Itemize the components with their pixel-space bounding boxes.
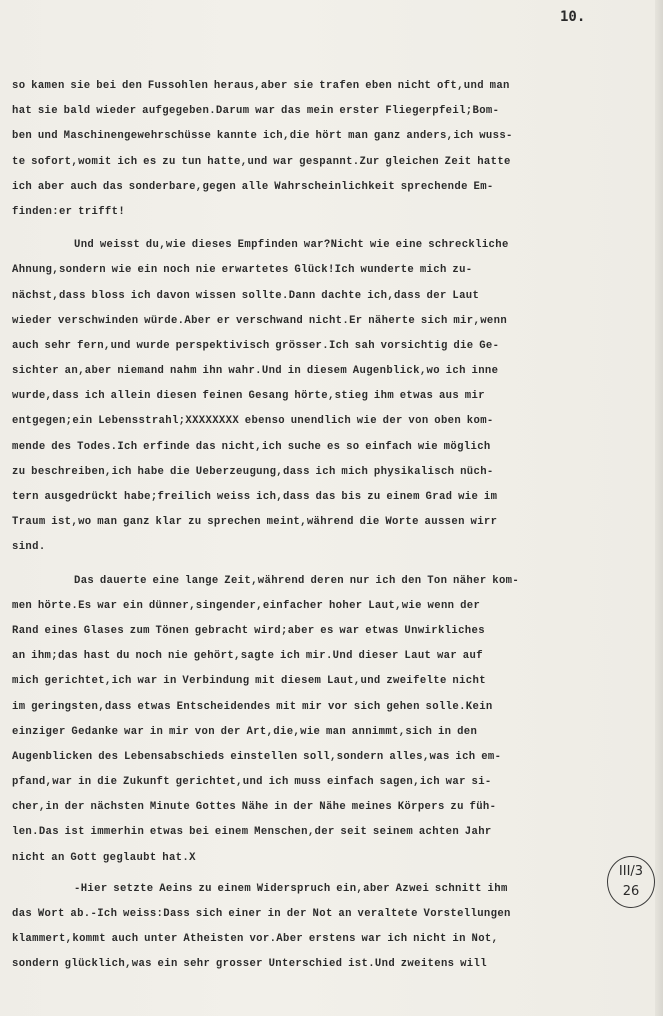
text-line: so kamen sie bei den Fussohlen heraus,aber sie trafen eben nicht oft,und man: [12, 80, 510, 92]
text-line: Rand eines Glases zum Tönen gebracht wird;aber es war etwas Unwirkliches: [12, 624, 485, 637]
stamp-line-1: III/3: [618, 864, 644, 879]
text-line: hat sie bald wieder aufgegeben.Darum war das mein erster Fliegerpfeil;Bom-: [12, 105, 500, 118]
text-line: klammert,kommt auch unter Atheisten vor.Aber erstens war ich nicht in Not,: [12, 933, 499, 946]
text-line: ich aber auch das sonderbare,gegen alle Wahrscheinlichkeit sprechende Em-: [12, 180, 494, 193]
text-line: wurde,dass ich allein diesen feinen Gesang hörte,stieg ihm etwas aus mir: [12, 390, 485, 403]
text-line: sondern glücklich,was ein sehr grosser Unterschied ist.Und zweitens will: [12, 958, 487, 971]
text-line: men hörte.Es war ein dünner,singender,einfacher hoher Laut,wie wenn der: [12, 599, 481, 612]
archive-stamp: [607, 856, 655, 908]
text-line: ben und Maschinengewehrschüsse kannte ich,die hört man ganz anders,ich wuss-: [12, 130, 513, 143]
paragraph-start-line: Das dauerte eine lange Zeit,während deren nur ich den Ton näher kom-: [74, 574, 520, 587]
text-line: auch sehr fern,und wurde perspektivisch grösser.Ich sah vorsichtig die Ge-: [12, 339, 500, 352]
paragraph-start-line: -Hier setzte Aeins zu einem Widerspruch ein,aber Azwei schnitt ihm: [74, 882, 508, 895]
text-line: nicht an Gott geglaubt hat.X: [12, 851, 196, 864]
paragraph-gap: [12, 561, 652, 569]
text-line: Ahnung,sondern wie ein noch nie erwartetes Glück!Ich wunderte mich zu-: [12, 264, 473, 277]
text-line: te sofort,womit ich es zu tun hatte,und war gespannt.Zur gleichen Zeit hatte: [12, 155, 511, 168]
text-line: nächst,dass bloss ich davon wissen sollte.Dann dachte ich,dass der Laut: [12, 289, 480, 302]
text-line: das Wort ab.-Ich weiss:Dass sich einer in der Not an veraltete Vorstellungen: [12, 908, 511, 920]
paragraph-start-line: Und weisst du,wie dieses Empfinden war?Nicht wie eine schreckliche: [74, 239, 509, 252]
text-line: sind.: [12, 541, 46, 554]
text-line: im geringsten,dass etwas Entscheidendes mit mir vor sich gehen solle.Kein: [12, 700, 493, 713]
text-line: cher,in der nächsten Minute Gottes Nähe in der Nähe meines Körpers zu füh-: [12, 801, 497, 814]
text-line: len.Das ist immerhin etwas bei einem Menschen,der seit seinem achten Jahr: [12, 826, 492, 839]
text-line: mende des Todes.Ich erfinde das nicht,ich suche es so einfach wie möglich: [12, 440, 491, 453]
text-line: einziger Gedanke war in mir von der Art,die,wie man annimmt,sich in den: [12, 725, 478, 738]
text-line: sichter an,aber niemand nahm ihn wahr.Und in diesem Augenblick,wo ich inne: [12, 365, 499, 378]
text-line: tern ausgedrückt habe;freilich weiss ich,dass das bis zu einem Grad wie im: [12, 491, 498, 503]
paragraph-gap: [12, 225, 652, 233]
text-line: zu beschreiben,ich habe die Ueberzeugung,dass ich mich physikalisch nüch-: [12, 465, 494, 478]
text-line: finden:er trifft!: [12, 205, 126, 218]
text-line: an ihm;das hast du noch nie gehört,sagte ich mir.Und dieser Laut war auf: [12, 650, 483, 663]
text-line: mich gerichtet,ich war in Verbindung mit diesem Laut,und zweifelte nicht: [12, 675, 486, 688]
text-line: entgegen;ein Lebensstrahl;XXXXXXXX ebenso unendlich wie der von oben kom-: [12, 415, 494, 428]
text-line: Augenblicken des Lebensabschieds einstellen soll,sondern alles,was ich em-: [12, 750, 502, 763]
page-edge-shadow: [655, 0, 663, 1016]
text-line: Traum ist,wo man ganz klar zu sprechen meint,während die Worte aussen wirr: [12, 516, 498, 529]
text-line: pfand,war in die Zukunft gerichtet,und ich muss einfach sagen,ich war si-: [12, 776, 492, 789]
text-line: wieder verschwinden würde.Aber er verschwand nicht.Er näherte sich mir,wenn: [12, 314, 508, 327]
typewritten-text: [12, 74, 652, 978]
page-number: 10.: [560, 9, 586, 25]
stamp-line-2: 26: [622, 884, 640, 899]
